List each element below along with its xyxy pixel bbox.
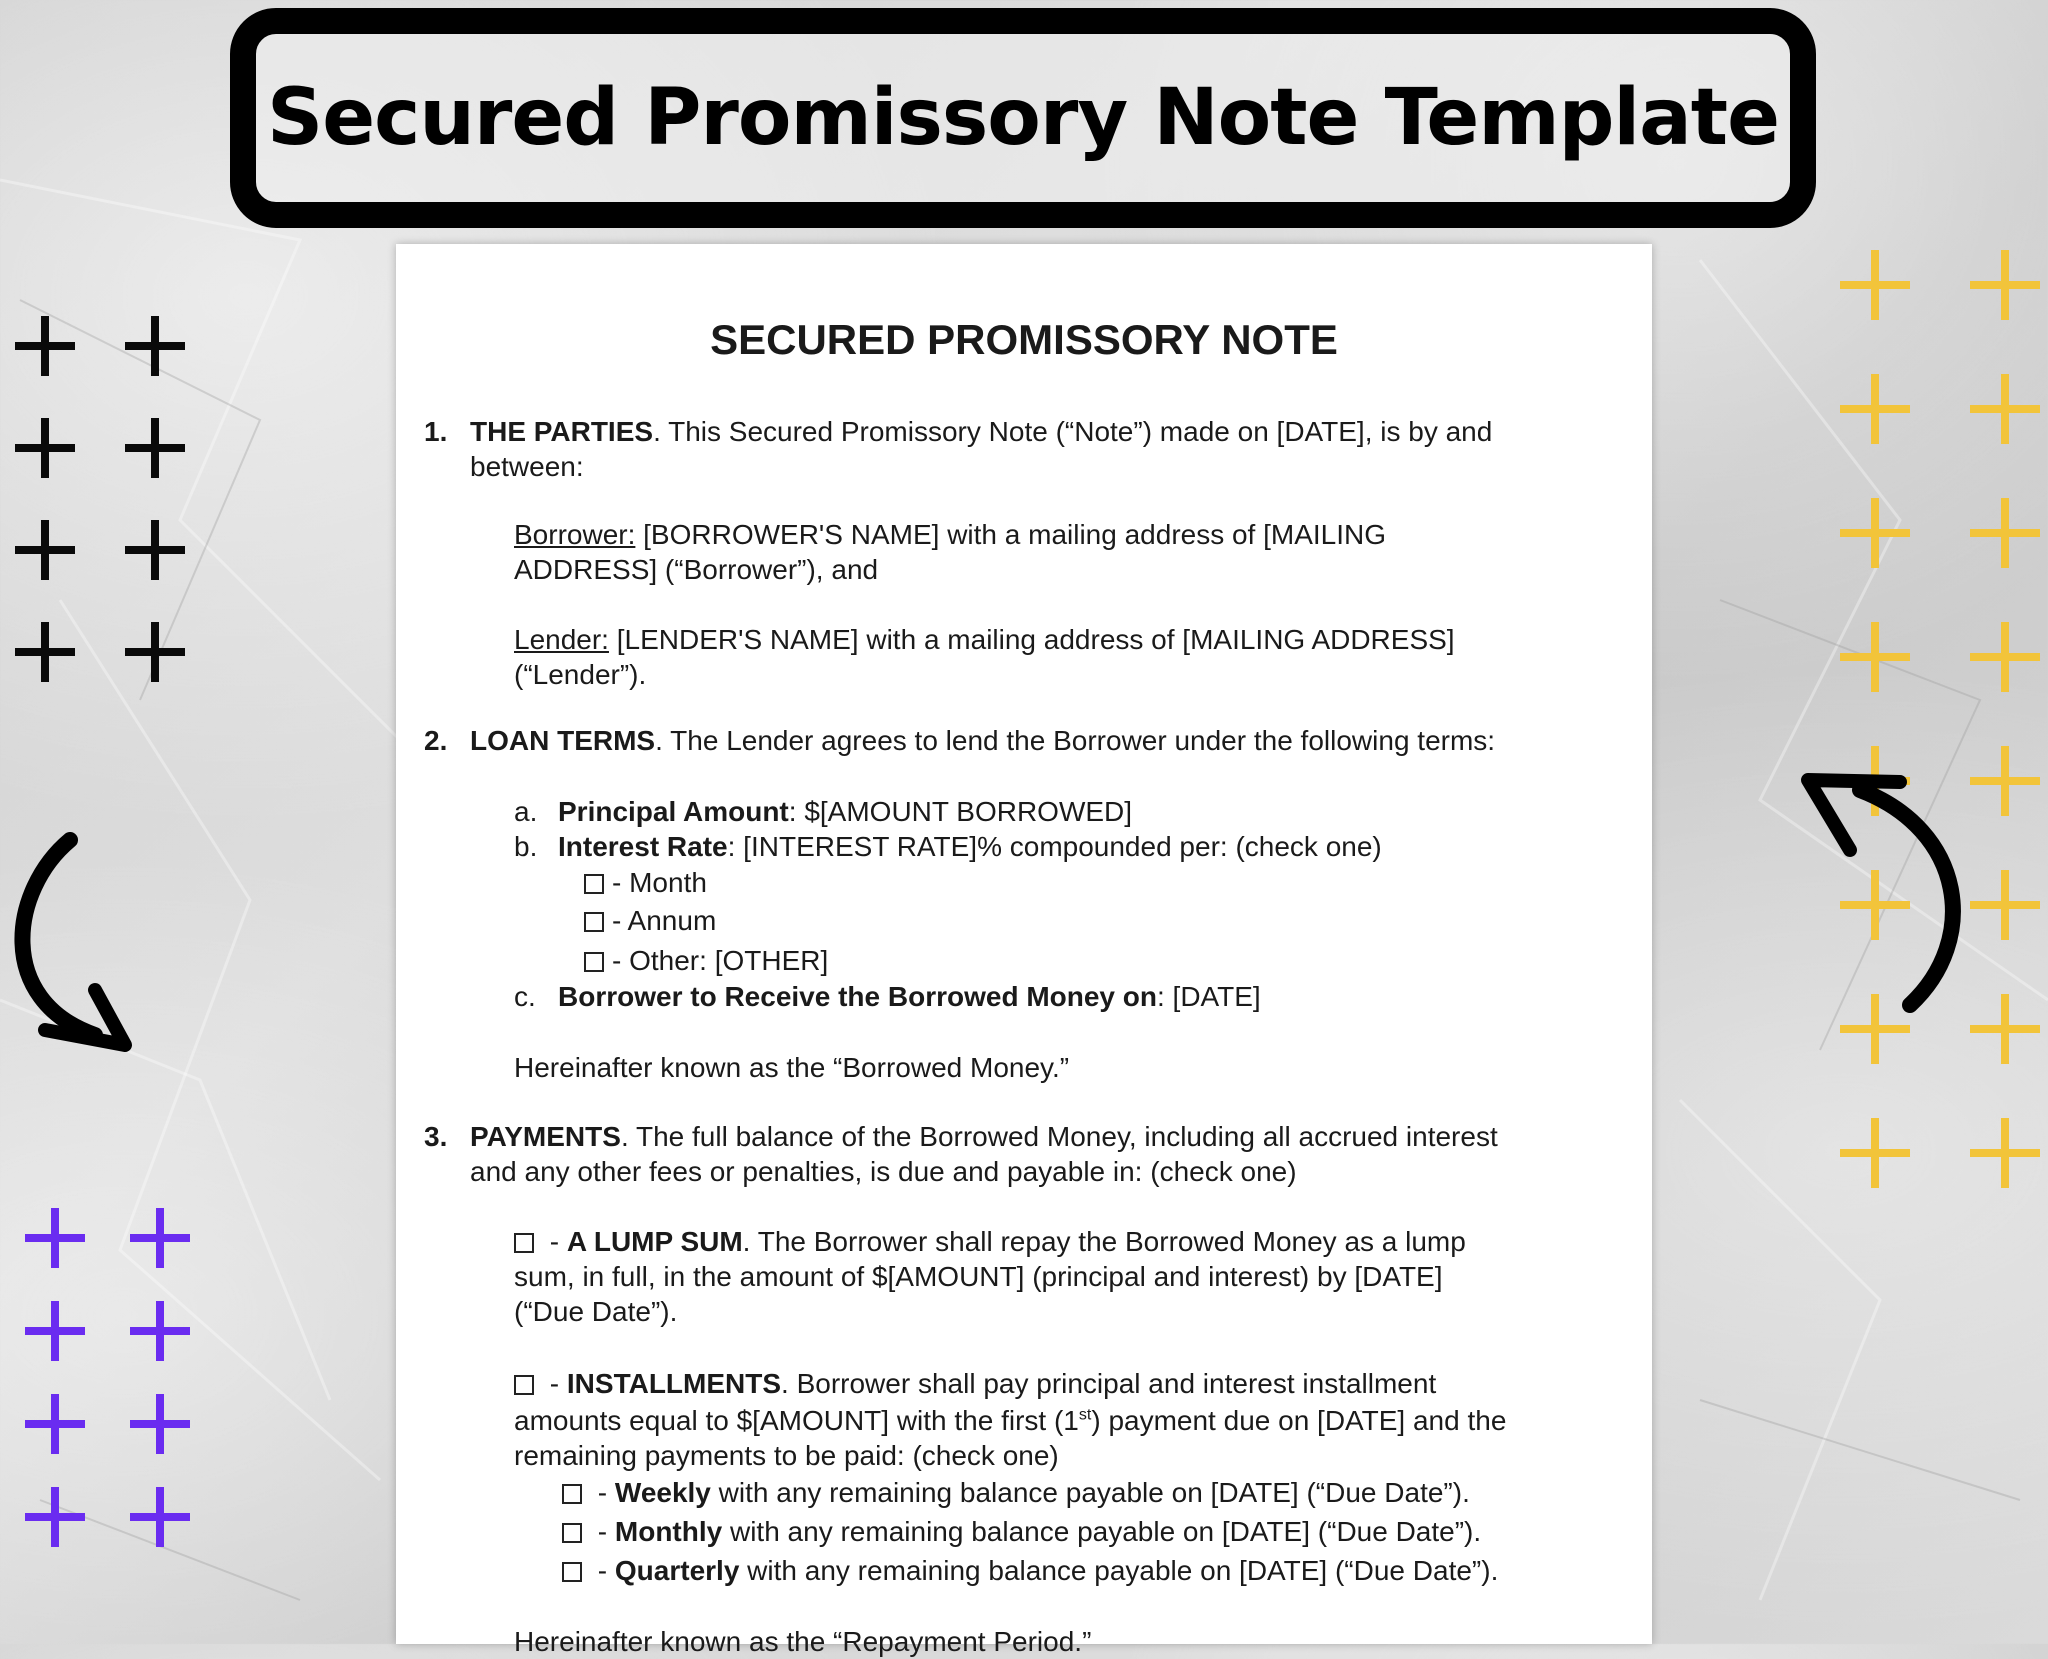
section-heading: PAYMENTS (470, 1121, 621, 1152)
section-heading: THE PARTIES (470, 416, 654, 447)
option-prefix: - (542, 1368, 567, 1399)
principal-amount-line (558, 794, 1132, 829)
lender-text: [LENDER'S NAME] with a mailing address of [MAILING ADDRESS] (608, 624, 1455, 655)
checkbox-icon[interactable] (584, 952, 604, 972)
quarterly-option[interactable] (562, 1553, 1498, 1588)
borrower-label: Borrower: (514, 519, 636, 550)
section-heading: LOAN TERMS (470, 725, 656, 756)
section-text: . The Lender agrees to lend the Borrower under the following terms: (655, 725, 1496, 756)
option-label: - Other: [OTHER] (612, 945, 829, 976)
plus-icon (15, 520, 75, 580)
page-title: Secured Promissory Note Template (267, 73, 1779, 163)
document-page (396, 244, 1652, 1657)
purple-plus-pattern (25, 1208, 190, 1547)
borrower-text: [BORROWER'S NAME] with a mailing address of [MAILING (635, 519, 1387, 550)
plus-icon (1840, 498, 1910, 568)
section-number: 2. (424, 725, 448, 756)
section-text: . This Secured Promissory Note (“Note”) made on [DATE], is by and (653, 416, 1493, 447)
option-prefix: - (590, 1516, 615, 1547)
yellow-plus-pattern (1840, 250, 2040, 1188)
option-prefix: - (590, 1477, 615, 1508)
option-text: with any remaining balance payable on [DATE] (“Due Date”). (710, 1477, 1470, 1508)
plus-icon (1970, 870, 2040, 940)
section-number: 1. (424, 416, 448, 447)
plus-icon (1970, 994, 2040, 1064)
checkbox-icon[interactable] (562, 1523, 582, 1543)
plus-icon (25, 1208, 85, 1268)
option-prefix: - (542, 1226, 567, 1257)
plus-icon (15, 418, 75, 478)
option-text: with any remaining balance payable on [DATE] (“Due Date”). (739, 1555, 1499, 1586)
option-label: - Month (612, 867, 707, 898)
list-marker: c. (514, 981, 536, 1012)
plus-icon (1970, 498, 2040, 568)
plus-icon (15, 316, 75, 376)
receive-date-line (558, 979, 1261, 1014)
plus-icon (1840, 622, 1910, 692)
option-label: Weekly (614, 1477, 711, 1508)
checkbox-option[interactable] (584, 943, 828, 978)
lender-line (514, 622, 1455, 657)
list-marker: b. (514, 831, 538, 862)
term-label: Borrower to Receive the Borrowed Money on (558, 981, 1157, 1012)
hereinafter-text: Hereinafter known as the “Borrowed Money.” (514, 1052, 1070, 1083)
weekly-option[interactable] (562, 1475, 1470, 1510)
black-plus-pattern (15, 316, 185, 682)
checkbox-icon[interactable] (514, 1375, 534, 1395)
plus-icon (130, 1208, 190, 1268)
repayment-period-text-cutoff: Hereinafter known as the “Repayment Period.” (514, 1626, 1092, 1657)
checkbox-icon[interactable] (514, 1233, 534, 1253)
plus-icon (1970, 374, 2040, 444)
section-text: . The full balance of the Borrowed Money, including all accrued interest (620, 1121, 1498, 1152)
plus-icon (1840, 374, 1910, 444)
term-text: : [INTEREST RATE]% compounded per: (check one) (727, 831, 1382, 862)
title-banner (230, 8, 1816, 228)
option-label: - Annum (612, 905, 717, 936)
term-label: Interest Rate (558, 831, 728, 862)
option-text: . Borrower shall pay principal and interest installment (781, 1368, 1437, 1399)
option-text (514, 1403, 1506, 1438)
plus-icon (130, 1301, 190, 1361)
option-label: Quarterly (614, 1555, 740, 1586)
section-loan-terms-line (470, 723, 1495, 758)
option-label: A LUMP SUM (566, 1226, 743, 1257)
plus-icon (15, 622, 75, 682)
curved-arrow-up-icon (1800, 760, 1970, 1020)
option-text: . The Borrower shall repay the Borrowed Money as a lump (742, 1226, 1466, 1257)
borrower-line (514, 517, 1386, 552)
installments-option[interactable] (514, 1366, 1436, 1401)
section-text: between: (470, 451, 584, 482)
option-label: Monthly (614, 1516, 723, 1547)
plus-icon (130, 1487, 190, 1547)
list-marker: a. (514, 796, 538, 827)
checkbox-option[interactable] (584, 903, 716, 938)
checkbox-icon[interactable] (584, 912, 604, 932)
borrower-text: ADDRESS] (“Borrower”), and (514, 554, 879, 585)
term-text: : $[AMOUNT BORROWED] (788, 796, 1133, 827)
section-number: 3. (424, 1121, 448, 1152)
lender-label: Lender: (514, 624, 609, 655)
plus-icon (25, 1394, 85, 1454)
plus-icon (125, 418, 185, 478)
plus-icon (25, 1487, 85, 1547)
checkbox-icon[interactable] (562, 1562, 582, 1582)
section-payments-line (470, 1119, 1498, 1154)
plus-icon (1970, 622, 2040, 692)
lender-text: (“Lender”). (514, 659, 647, 690)
option-text: remaining payments to be paid: (check one) (514, 1440, 1059, 1471)
checkbox-option[interactable] (584, 865, 707, 900)
lump-sum-option[interactable] (514, 1224, 1466, 1259)
plus-icon (1970, 250, 2040, 320)
option-text: with any remaining balance payable on [DATE] (“Due Date”). (722, 1516, 1482, 1547)
plus-icon (130, 1394, 190, 1454)
term-label: Principal Amount (558, 796, 789, 827)
ordinal-suffix: st (1078, 1406, 1092, 1424)
plus-icon (25, 1301, 85, 1361)
checkbox-icon[interactable] (562, 1484, 582, 1504)
interest-rate-line (558, 829, 1382, 864)
option-text: sum, in full, in the amount of $[AMOUNT] (principal and interest) by [DATE] (514, 1261, 1443, 1292)
section-parties-line (470, 414, 1492, 449)
plus-icon (125, 316, 185, 376)
plus-icon (1970, 746, 2040, 816)
checkbox-icon[interactable] (584, 874, 604, 894)
option-text: (“Due Date”). (514, 1296, 678, 1327)
option-text-part: ) payment due on [DATE] and the (1091, 1405, 1507, 1436)
option-text-part: amounts equal to $[AMOUNT] with the first (1 (514, 1405, 1079, 1436)
plus-icon (125, 520, 185, 580)
plus-icon (1840, 250, 1910, 320)
option-label: INSTALLMENTS (566, 1368, 782, 1399)
plus-icon (1840, 1118, 1910, 1188)
monthly-option[interactable] (562, 1514, 1481, 1549)
curved-arrow-down-icon (0, 830, 140, 1060)
option-prefix: - (590, 1555, 615, 1586)
term-text: : [DATE] (1157, 981, 1261, 1012)
plus-icon (125, 622, 185, 682)
section-text: and any other fees or penalties, is due and payable in: (check one) (470, 1156, 1297, 1187)
plus-icon (1970, 1118, 2040, 1188)
document-title: SECURED PROMISSORY NOTE (710, 316, 1338, 363)
